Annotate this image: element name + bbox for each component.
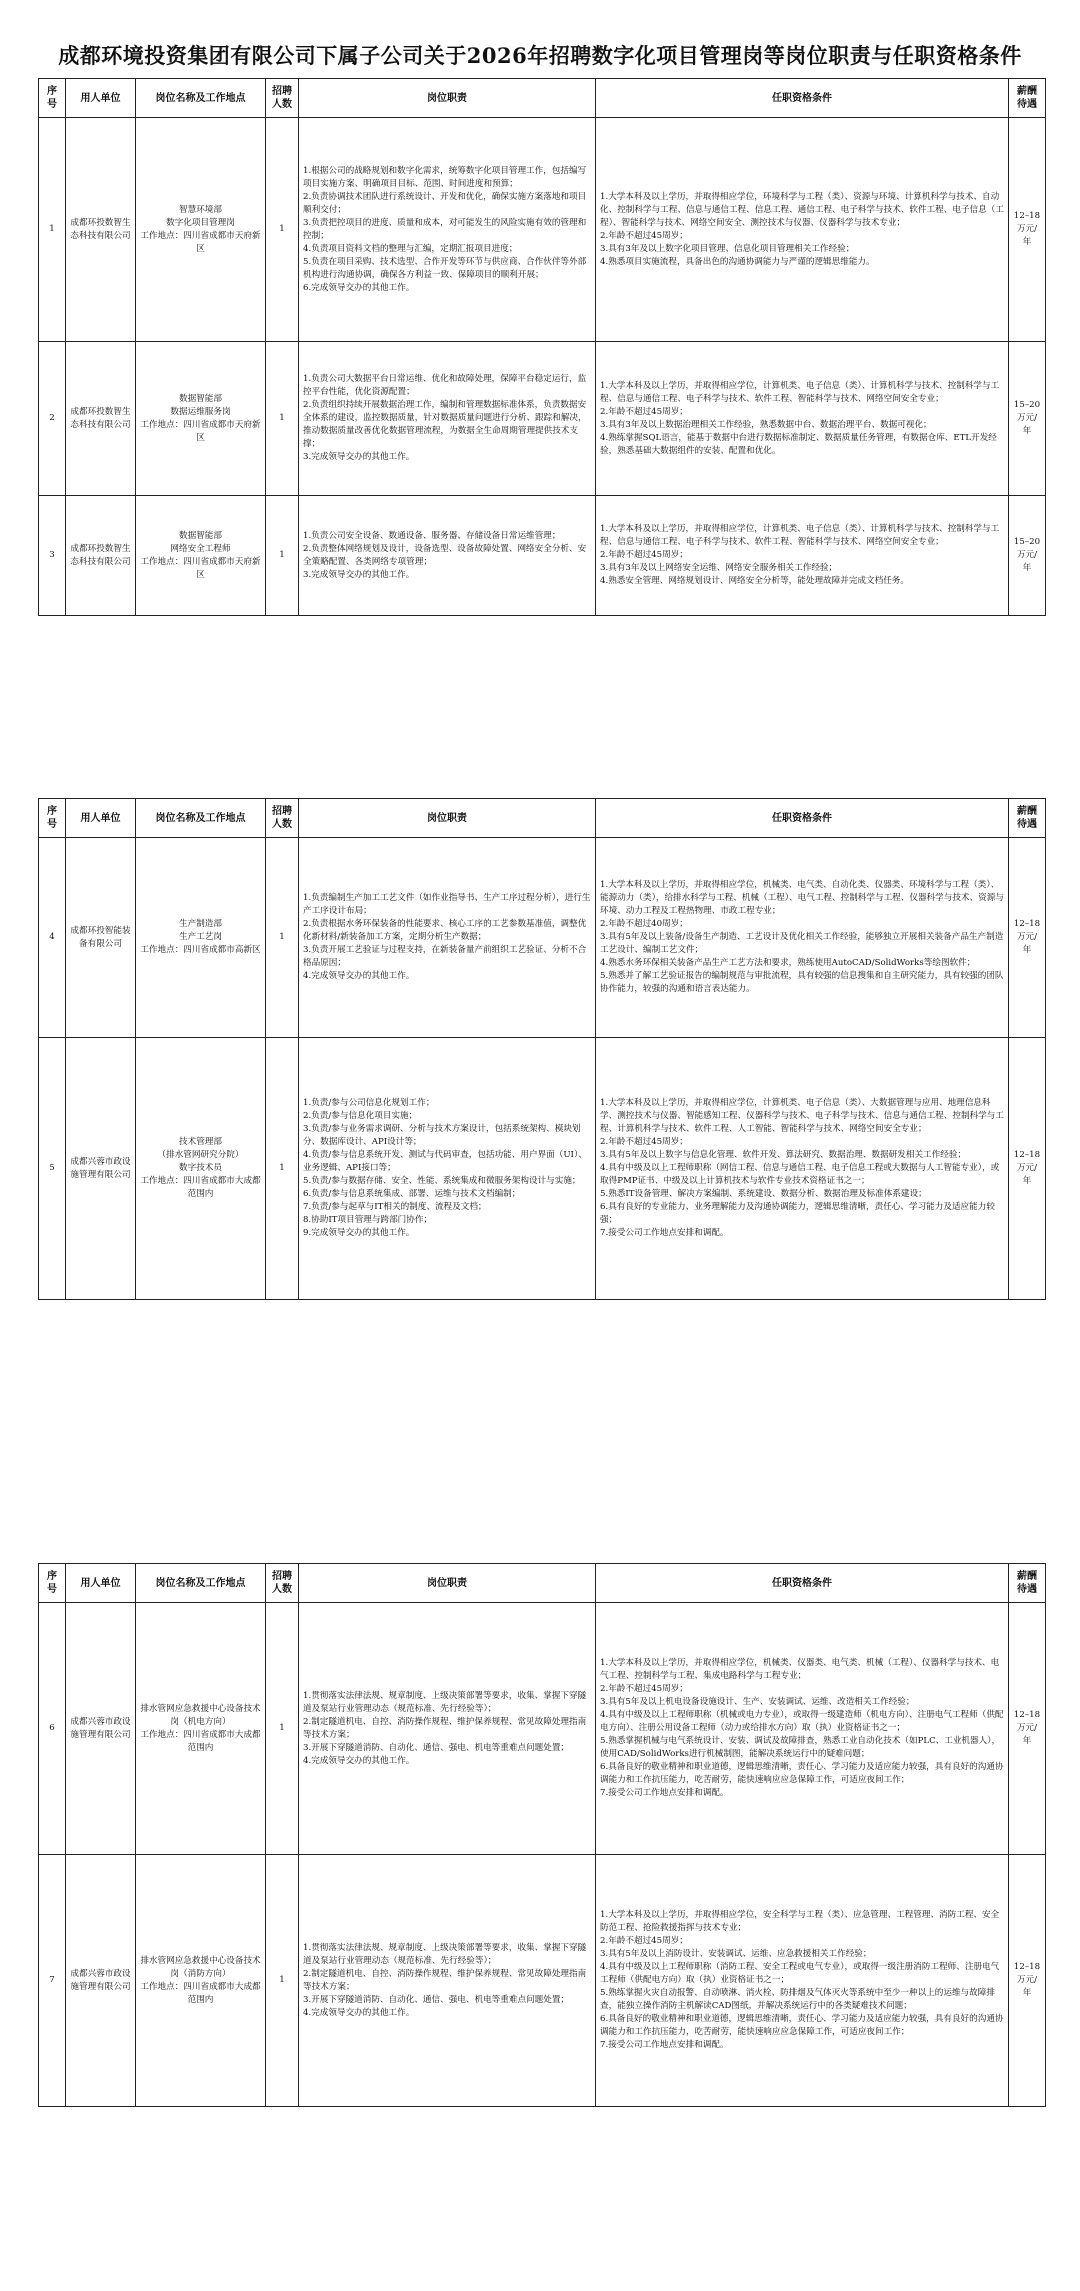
cell-no: 7	[39, 1855, 66, 2107]
header-requirements: 任职资格条件	[596, 1564, 1009, 1603]
header-count: 招聘人数	[266, 1564, 299, 1603]
cell-no: 1	[39, 118, 66, 342]
cell-count: 1	[266, 496, 299, 616]
cell-count: 1	[266, 1855, 299, 2107]
cell-unit: 成都环投数智生态科技有限公司	[66, 342, 136, 496]
jobs-table-2	[38, 798, 1046, 1300]
cell-requirements: 1.大学本科及以上学历，并取得相应学位，安全科学与工程（类）、应急管理、工程管理、消防工程、安全防范工程、抢险救援指挥与技术专业； 2.年龄不超过45周岁； 3.具有5年及以上消防设计、安装调试、运维、应急救援相关工作经验； 4.具有中级及以上工程师职称（消防工程、安全工程或电气专业），或取得一级注册消防工程师、注册电气工程师（供配电方向）取（执）业资格证书之一； 5.熟练掌握火灾自动报警、自动喷淋、消火栓、防排烟及气体灭火等系统中至少一种以上的运维与故障排查，能独立操作消防主机解读CAD图纸，并解决系统运行中的各类疑难技术问题； 6.具备良好的敬业精神和职业道德，逻辑思维清晰，责任心、学习能力及适应能力较强，具有良好的沟通协调能力和工作抗压能力，吃苦耐劳，能快速响应应急保障工作，可适应夜间工作； 7.接受公司工作地点安排和调配。	[596, 1855, 1009, 2107]
cell-duties: 1.贯彻落实法律法规、规章制度、上级决策部署等要求，收集、掌握下穿隧道及泵站行业管理动态（规范标准、先行经验等）； 2.制定隧道机电、自控、消防操作规程、维护保养规程、常见故障处理指南等技术方案； 3.开展下穿隧道消防、自动化、通信、强电、机电等重难点问题处置； 4.完成领导交办的其他工作。	[299, 1855, 596, 2107]
cell-requirements: 1.大学本科及以上学历，并取得相应学位，计算机类、电子信息（类）、计算机科学与技术、控制科学与工程、信息与通信工程、电子科学与技术、软件工程、智能科学与技术、网络空间安全专业； 2.年龄不超过45周岁； 3.具有3年及以上网络安全运维、网络安全服务相关工作经验； 4.熟悉安全管理、网络规划设计、网络安全分析等，能处理故障并完成文档任务。	[596, 496, 1009, 616]
table-row	[39, 118, 1046, 342]
header-requirements: 任职资格条件	[596, 79, 1009, 118]
header-salary: 薪酬待遇	[1009, 799, 1046, 838]
page-title: 成都环境投资集团有限公司下属子公司关于2026年招聘数字化项目管理岗等岗位职责与任职资格条件	[58, 43, 1022, 68]
jobs-table-1	[38, 78, 1046, 616]
cell-unit: 成都环投数智生态科技有限公司	[66, 496, 136, 616]
cell-salary: 15–20万元/年	[1009, 342, 1046, 496]
cell-requirements: 1.大学本科及以上学历，并取得相应学位，计算机类、电子信息（类）、大数据管理与应用、地理信息科学、测控技术与仪器、智能感知工程、仪器科学与技术、电子科学与技术、信息与通信工程、控制科学与工程、计算机科学与技术、软件工程、人工智能、智能科学与技术、网络空间安全专业； 2.年龄不超过45周岁； 3.具有5年及以上数字与信息化管理、软件开发、算法研究、数据治理、数据研发相关工作经验； 4.具有中级及以上工程师职称（网信工程、信息与通信工程、电子信息工程或大数据与人工智能专业），或取得PMP证书、中级及以上计算机技术与软件专业技术资格证书之一； 5.熟悉IT设备管理、解决方案编制、系统建设、数据分析、数据治理及标准体系建设； 6.具有良好的专业能力、业务理解能力及沟通协调能力，逻辑思维清晰，责任心、学习能力及适应能力较强； 7.接受公司工作地点安排和调配。	[596, 1038, 1009, 1300]
table-header-row	[39, 1564, 1046, 1603]
header-requirements: 任职资格条件	[596, 799, 1009, 838]
cell-duties: 1.负责公司安全设备、数通设备、服务器、存储设备日常运维管理； 2.负责整体网络规划及设计，设备选型、设备故障处置、网络安全分析、安全策略配置、各类网络专项管理； 3.完成领导交办的其他工作。	[299, 496, 596, 616]
header-duties: 岗位职责	[299, 799, 596, 838]
header-count: 招聘人数	[266, 799, 299, 838]
header-position: 岗位名称及工作地点	[136, 1564, 266, 1603]
cell-requirements: 1.大学本科及以上学历，并取得相应学位，机械类、电气类、自动化类、仪器类、环境科学与工程（类）、能源动力（类），给排水科学与工程、机械（工程）、电气工程、控制科学与工程、仪器科学与技术、资源与环境、动力工程及工程热物理、市政工程专业； 2.年龄不超过40周岁； 3.具有5年及以上装备/设备生产制造、工艺设计及优化相关工作经验，能够独立开展相关装备产品生产制造工艺设计、编制工艺文件； 4.熟悉水务环保相关装备产品生产工艺方法和要求，熟练使用AutoCAD/SolidWorks等绘图软件； 5.熟悉并了解工艺验证报告的编制规范与审批流程，具有较强的信息搜集和自主研究能力，具有较强的团队协作能力，较强的沟通和语言表达能力。	[596, 838, 1009, 1038]
cell-no: 3	[39, 496, 66, 616]
cell-position: 智慧环境部 数字化项目管理岗 工作地点：四川省成都市天府新区	[136, 118, 266, 342]
cell-unit: 成都兴蓉市政设施管理有限公司	[66, 1855, 136, 2107]
cell-position: 排水管网应急救援中心设备技术岗（消防方向） 工作地点：四川省成都市大成都范围内	[136, 1855, 266, 2107]
cell-unit: 成都兴蓉市政设施管理有限公司	[66, 1603, 136, 1855]
cell-count: 1	[266, 838, 299, 1038]
table-row	[39, 1603, 1046, 1855]
header-salary: 薪酬待遇	[1009, 79, 1046, 118]
header-count: 招聘人数	[266, 79, 299, 118]
table-row	[39, 838, 1046, 1038]
header-position: 岗位名称及工作地点	[136, 79, 266, 118]
header-unit: 用人单位	[66, 79, 136, 118]
cell-no: 5	[39, 1038, 66, 1300]
table-row	[39, 1038, 1046, 1300]
cell-position: 数据智能部 网络安全工程师 工作地点：四川省成都市天府新区	[136, 496, 266, 616]
cell-duties: 1.负责/参与公司信息化规划工作； 2.负责/参与信息化项目实施； 3.负责/参与业务需求调研、分析与技术方案设计，包括系统架构、模块划分、数据库设计、API设计等； 4.负责/参与信息系统开发、测试与代码审查，包括功能、用户界面（UI）、业务逻辑、API接口等； 5.负责/参与数据存储、安全、性能、系统集成和微服务架构设计与实施； 6.负责/参与信息系统集成、部署、运维与技术文档编制； 7.负责/参与起草与IT相关的制度、流程及文档； 8.协助IT项目管理与跨部门协作； 9.完成领导交办的其他工作。	[299, 1038, 596, 1300]
table-row	[39, 496, 1046, 616]
cell-salary: 12–18万元/年	[1009, 838, 1046, 1038]
cell-position: 技术管理部 （排水管网研究分院） 数字技术员 工作地点：四川省成都市大成都范围内	[136, 1038, 266, 1300]
header-position: 岗位名称及工作地点	[136, 799, 266, 838]
cell-count: 1	[266, 1038, 299, 1300]
cell-unit: 成都环投智能装备有限公司	[66, 838, 136, 1038]
cell-salary: 15–20万元/年	[1009, 496, 1046, 616]
table-row	[39, 1855, 1046, 2107]
cell-duties: 1.贯彻落实法律法规、规章制度、上级决策部署等要求，收集、掌握下穿隧道及泵站行业管理动态（规范标准、先行经验等）； 2.制定隧道机电、自控、消防操作规程、维护保养规程、常见故障处理指南等技术方案； 3.开展下穿隧道消防、自动化、通信、强电、机电等重难点问题处置； 4.完成领导交办的其他工作。	[299, 1603, 596, 1855]
cell-count: 1	[266, 118, 299, 342]
header-unit: 用人单位	[66, 1564, 136, 1603]
header-duties: 岗位职责	[299, 79, 596, 118]
cell-unit: 成都兴蓉市政设施管理有限公司	[66, 1038, 136, 1300]
cell-salary: 12–18万元/年	[1009, 1855, 1046, 2107]
cell-requirements: 1.大学本科及以上学历，并取得相应学位，环境科学与工程（类）、资源与环境、计算机科学与技术、自动化、控制科学与工程、信息与通信工程、信息工程、通信工程、电子科学与技术、软件工程、电子信息（工程）、智能科学与技术、网络空间安全、测控技术与仪器、仪器科学与技术专业； 2.年龄不超过45周岁； 3.具有3年及以上数字化项目管理、信息化项目管理相关工作经验； 4.熟悉项目实施流程，具备出色的沟通协调能力与严谨的逻辑思维能力。	[596, 118, 1009, 342]
header-salary: 薪酬待遇	[1009, 1564, 1046, 1603]
cell-unit: 成都环投数智生态科技有限公司	[66, 118, 136, 342]
cell-no: 2	[39, 342, 66, 496]
cell-no: 6	[39, 1603, 66, 1855]
table-header-row	[39, 799, 1046, 838]
cell-salary: 12–18万元/年	[1009, 118, 1046, 342]
header-duties: 岗位职责	[299, 1564, 596, 1603]
cell-salary: 12–18万元/年	[1009, 1038, 1046, 1300]
cell-duties: 1.负责编制生产加工工艺文件（如作业指导书、生产工序过程分析），进行生产工序设计布局； 2.负责根据水务环保装备的性能要求、核心工序的工艺参数基准值，调整优化新材料/新装备加工方案，定期分析生产数据； 3.负责开展工艺验证与过程支持，在新装备量产前组织工艺验证、分析不合格品原因； 4.完成领导交办的其他工作。	[299, 838, 596, 1038]
header-no: 序号	[39, 1564, 66, 1603]
cell-position: 数据智能部 数据运维服务岗 工作地点：四川省成都市天府新区	[136, 342, 266, 496]
jobs-table-3	[38, 1563, 1046, 2107]
cell-duties: 1.负责公司大数据平台日常运维、优化和故障处理，保障平台稳定运行，监控平台性能，优化资源配置； 2.负责组织持续开展数据治理工作，编制和管理数据标准体系，负责数据安全体系的建设，监控数据质量，针对数据质量问题进行分析、跟踪和解决，推动数据质量改善优化数据管理流程，为数据全生命周期管理提供技术支撑； 3.完成领导交办的其他工作。	[299, 342, 596, 496]
cell-no: 4	[39, 838, 66, 1038]
cell-requirements: 1.大学本科及以上学历，并取得相应学位，计算机类、电子信息（类）、计算机科学与技术、控制科学与工程、信息与通信工程、电子科学与技术、软件工程、智能科学与技术、网络空间安全专业； 2.年龄不超过45周岁； 3.具有3年及以上数据治理相关工作经验，熟悉数据中台、数据治理平台、数据可视化； 4.熟练掌握SQL语言，能基于数据中台进行数据标准制定、数据质量任务管理，有数据仓库、ETL开发经验，熟悉基础大数据组件的安装、配置和优化。	[596, 342, 1009, 496]
header-unit: 用人单位	[66, 799, 136, 838]
header-no: 序号	[39, 79, 66, 118]
cell-position: 生产制造部 生产工艺岗 工作地点：四川省成都市高新区	[136, 838, 266, 1038]
table-header-row	[39, 79, 1046, 118]
cell-salary: 12–18万元/年	[1009, 1603, 1046, 1855]
cell-count: 1	[266, 342, 299, 496]
cell-position: 排水管网应急救援中心设备技术岗（机电方向） 工作地点：四川省成都市大成都范围内	[136, 1603, 266, 1855]
cell-duties: 1.根据公司的战略规划和数字化需求，统筹数字化项目管理工作，包括编写项目实施方案、明确项目目标、范围、时间进度和预算； 2.负责协调技术团队进行系统设计、开发和优化，确保实施方案落地和项目顺利交付； 3.负责把控项目的进度、质量和成本，对可能发生的风险实施有效的管理和控制； 4.负责项目资料文档的整理与汇编，定期汇报项目进度； 5.负责在项目采购、技术选型、合作开发等环节与供应商、合作伙伴等外部机构进行沟通协调，确保各方利益一致、保障项目的顺利开展； 6.完成领导交办的其他工作。	[299, 118, 596, 342]
cell-requirements: 1.大学本科及以上学历，并取得相应学位，机械类、仪器类、电气类、机械（工程）、仪器科学与技术、电气工程、控制科学与工程、集成电路科学与工程专业； 2.年龄不超过45周岁； 3.具有5年及以上机电设备设施设计、生产、安装调试、运维、改造相关工作经验； 4.具有中级及以上工程师职称（机械或电力专业），或取得一级建造师（机电方向）、注册电气工程师（供配电方向）、注册公用设备工程师（动力或给排水方向）取（执）业资格证书之一； 5.熟悉掌握机械与电气系统设计、安装、调试及故障排查，熟悉工业自动化技术（如PLC、工业机器人），使用CAD/SolidWorks进行机械制图，能解决系统运行中的疑难问题； 6.具备良好的敬业精神和职业道德，逻辑思维清晰，责任心、学习能力及适应能力较强，具有良好的沟通协调能力和工作抗压能力，吃苦耐劳，能快速响应应急保障工作，可适应夜间工作； 7.接受公司工作地点安排和调配。	[596, 1603, 1009, 1855]
cell-count: 1	[266, 1603, 299, 1855]
header-no: 序号	[39, 799, 66, 838]
table-row	[39, 342, 1046, 496]
